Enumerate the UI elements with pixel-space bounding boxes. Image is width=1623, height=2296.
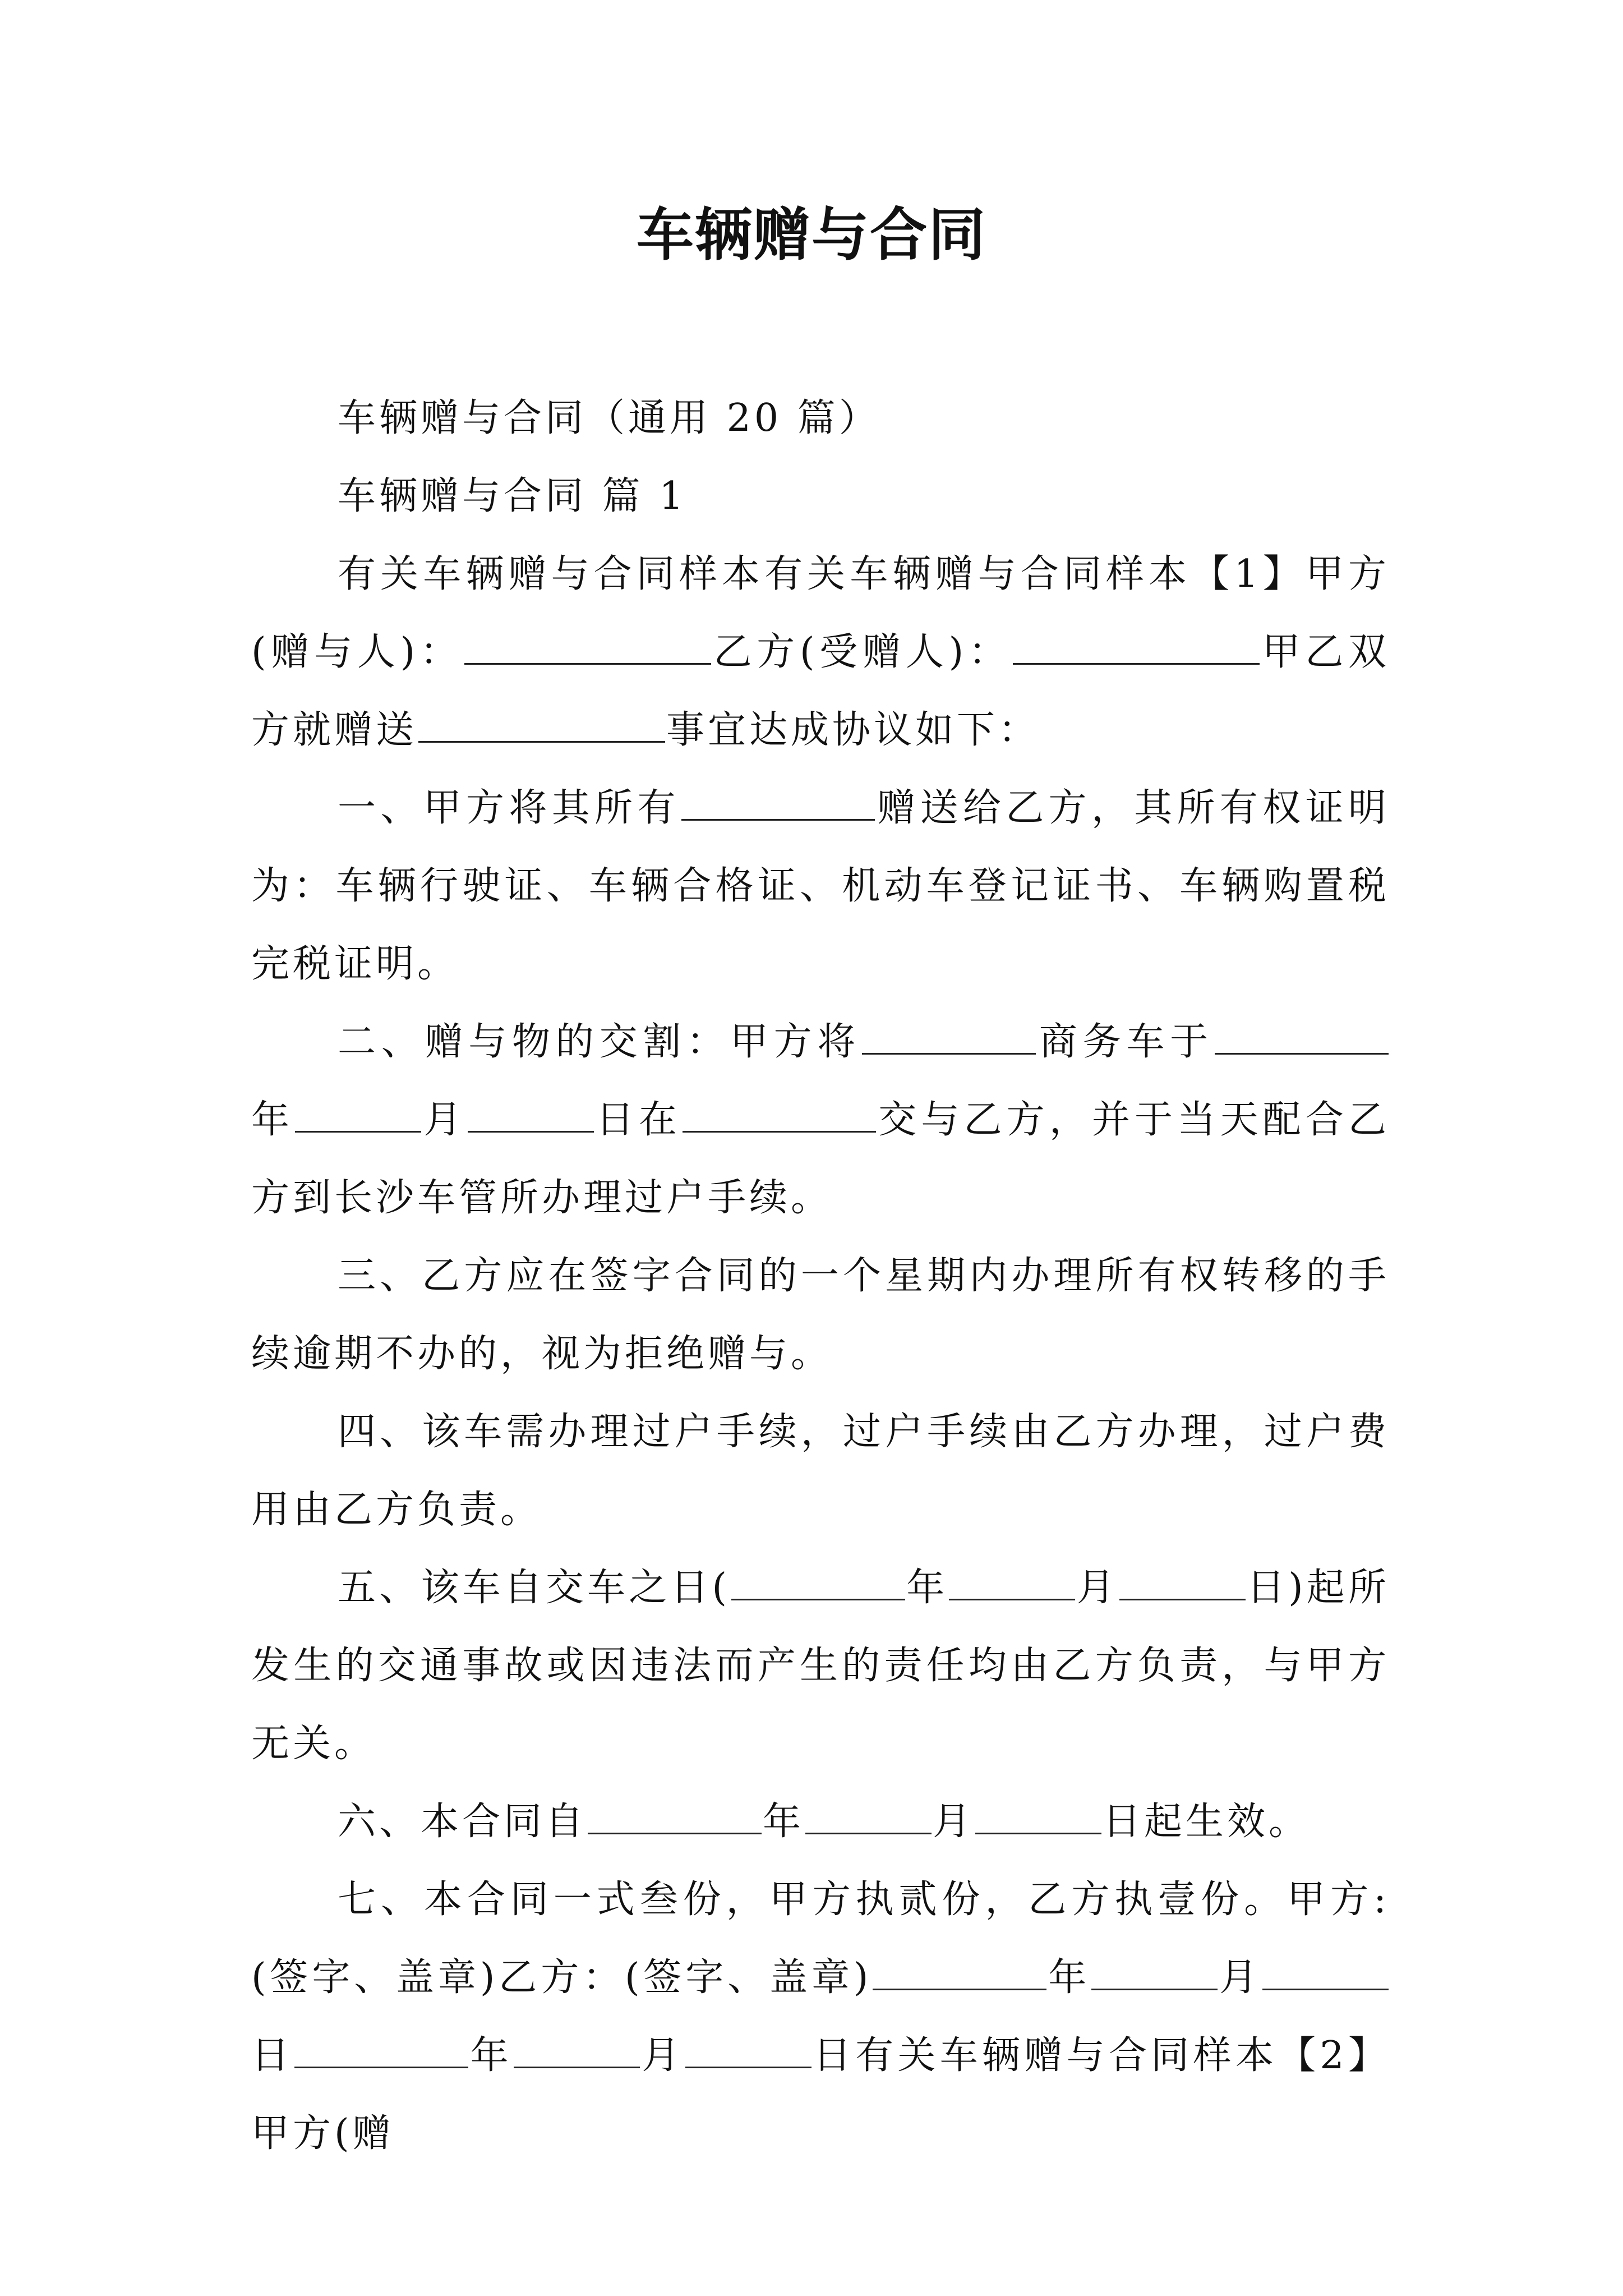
blank-line [975, 1800, 1101, 1834]
blank-line [683, 1098, 876, 1133]
clause-2: 二、赠与物的交割：甲方将 商务车于年 月 日在 交与乙方，并于当天配合乙方到长沙车管所办理过户手续。 [251, 1020, 1390, 1220]
subtitle-paragraph: 车辆赠与合同（通用 20 篇） [338, 396, 880, 440]
blank-line [418, 708, 665, 743]
clause-6: 六、本合同自 年 月 日起生效。 [338, 1800, 1311, 1844]
blank-line [1013, 631, 1260, 665]
blank-line [862, 1020, 1036, 1055]
document-title: 车辆赠与合同 [637, 202, 986, 269]
blank-line [468, 1098, 594, 1133]
blank-line [685, 2034, 811, 2068]
blank-line [873, 1956, 1046, 1990]
blank-line [805, 1800, 932, 1834]
blank-line [588, 1800, 762, 1834]
blank-line [1091, 1956, 1218, 1990]
blank-line [294, 2034, 468, 2068]
blank-line [949, 1566, 1075, 1600]
document-body [251, 379, 1390, 2173]
clause-7: 七、本合同一式叁份，甲方执贰份，乙方执壹份。甲方:(签字、盖章)乙方：(签字、盖章) 年 月日 年 月 日有关车辆赠与合同样本【2】甲方(赠 [251, 1878, 1390, 2156]
blank-line [514, 2034, 640, 2068]
clause-3: 三、乙方应在签字合同的一个星期内办理所有权转移的手续逾期不办的，视为拒绝赠与。 [251, 1254, 1390, 1376]
clause-1: 一、甲方将其所有 赠送给乙方，其所有权证明为：车辆行驶证、车辆合格证、机动车登记证书、车辆购置税完税证明。 [251, 786, 1390, 986]
blank-line [1262, 1956, 1389, 1990]
blank-line [1119, 1566, 1246, 1600]
blank-line [295, 1098, 421, 1133]
section-heading: 车辆赠与合同 篇 1 [338, 474, 687, 518]
blank-line [464, 631, 711, 665]
blank-line [1215, 1020, 1389, 1055]
clause-4: 四、该车需办理过户手续，过户手续由乙方办理，过户费用由乙方负责。 [251, 1410, 1390, 1532]
blank-line [731, 1566, 905, 1600]
clause-5: 五、该车自交车之日( 年 月 日)起所发生的交通事故或因违法而产生的责任均由乙方负责，与甲方无关。 [251, 1566, 1390, 1766]
blank-line [681, 786, 875, 821]
intro-paragraph: 有关车辆赠与合同样本有关车辆赠与合同样本【1】甲方(赠与人)： 乙方(受赠人)： 甲乙双方就赠送 事宜达成协议如下： [251, 552, 1390, 752]
